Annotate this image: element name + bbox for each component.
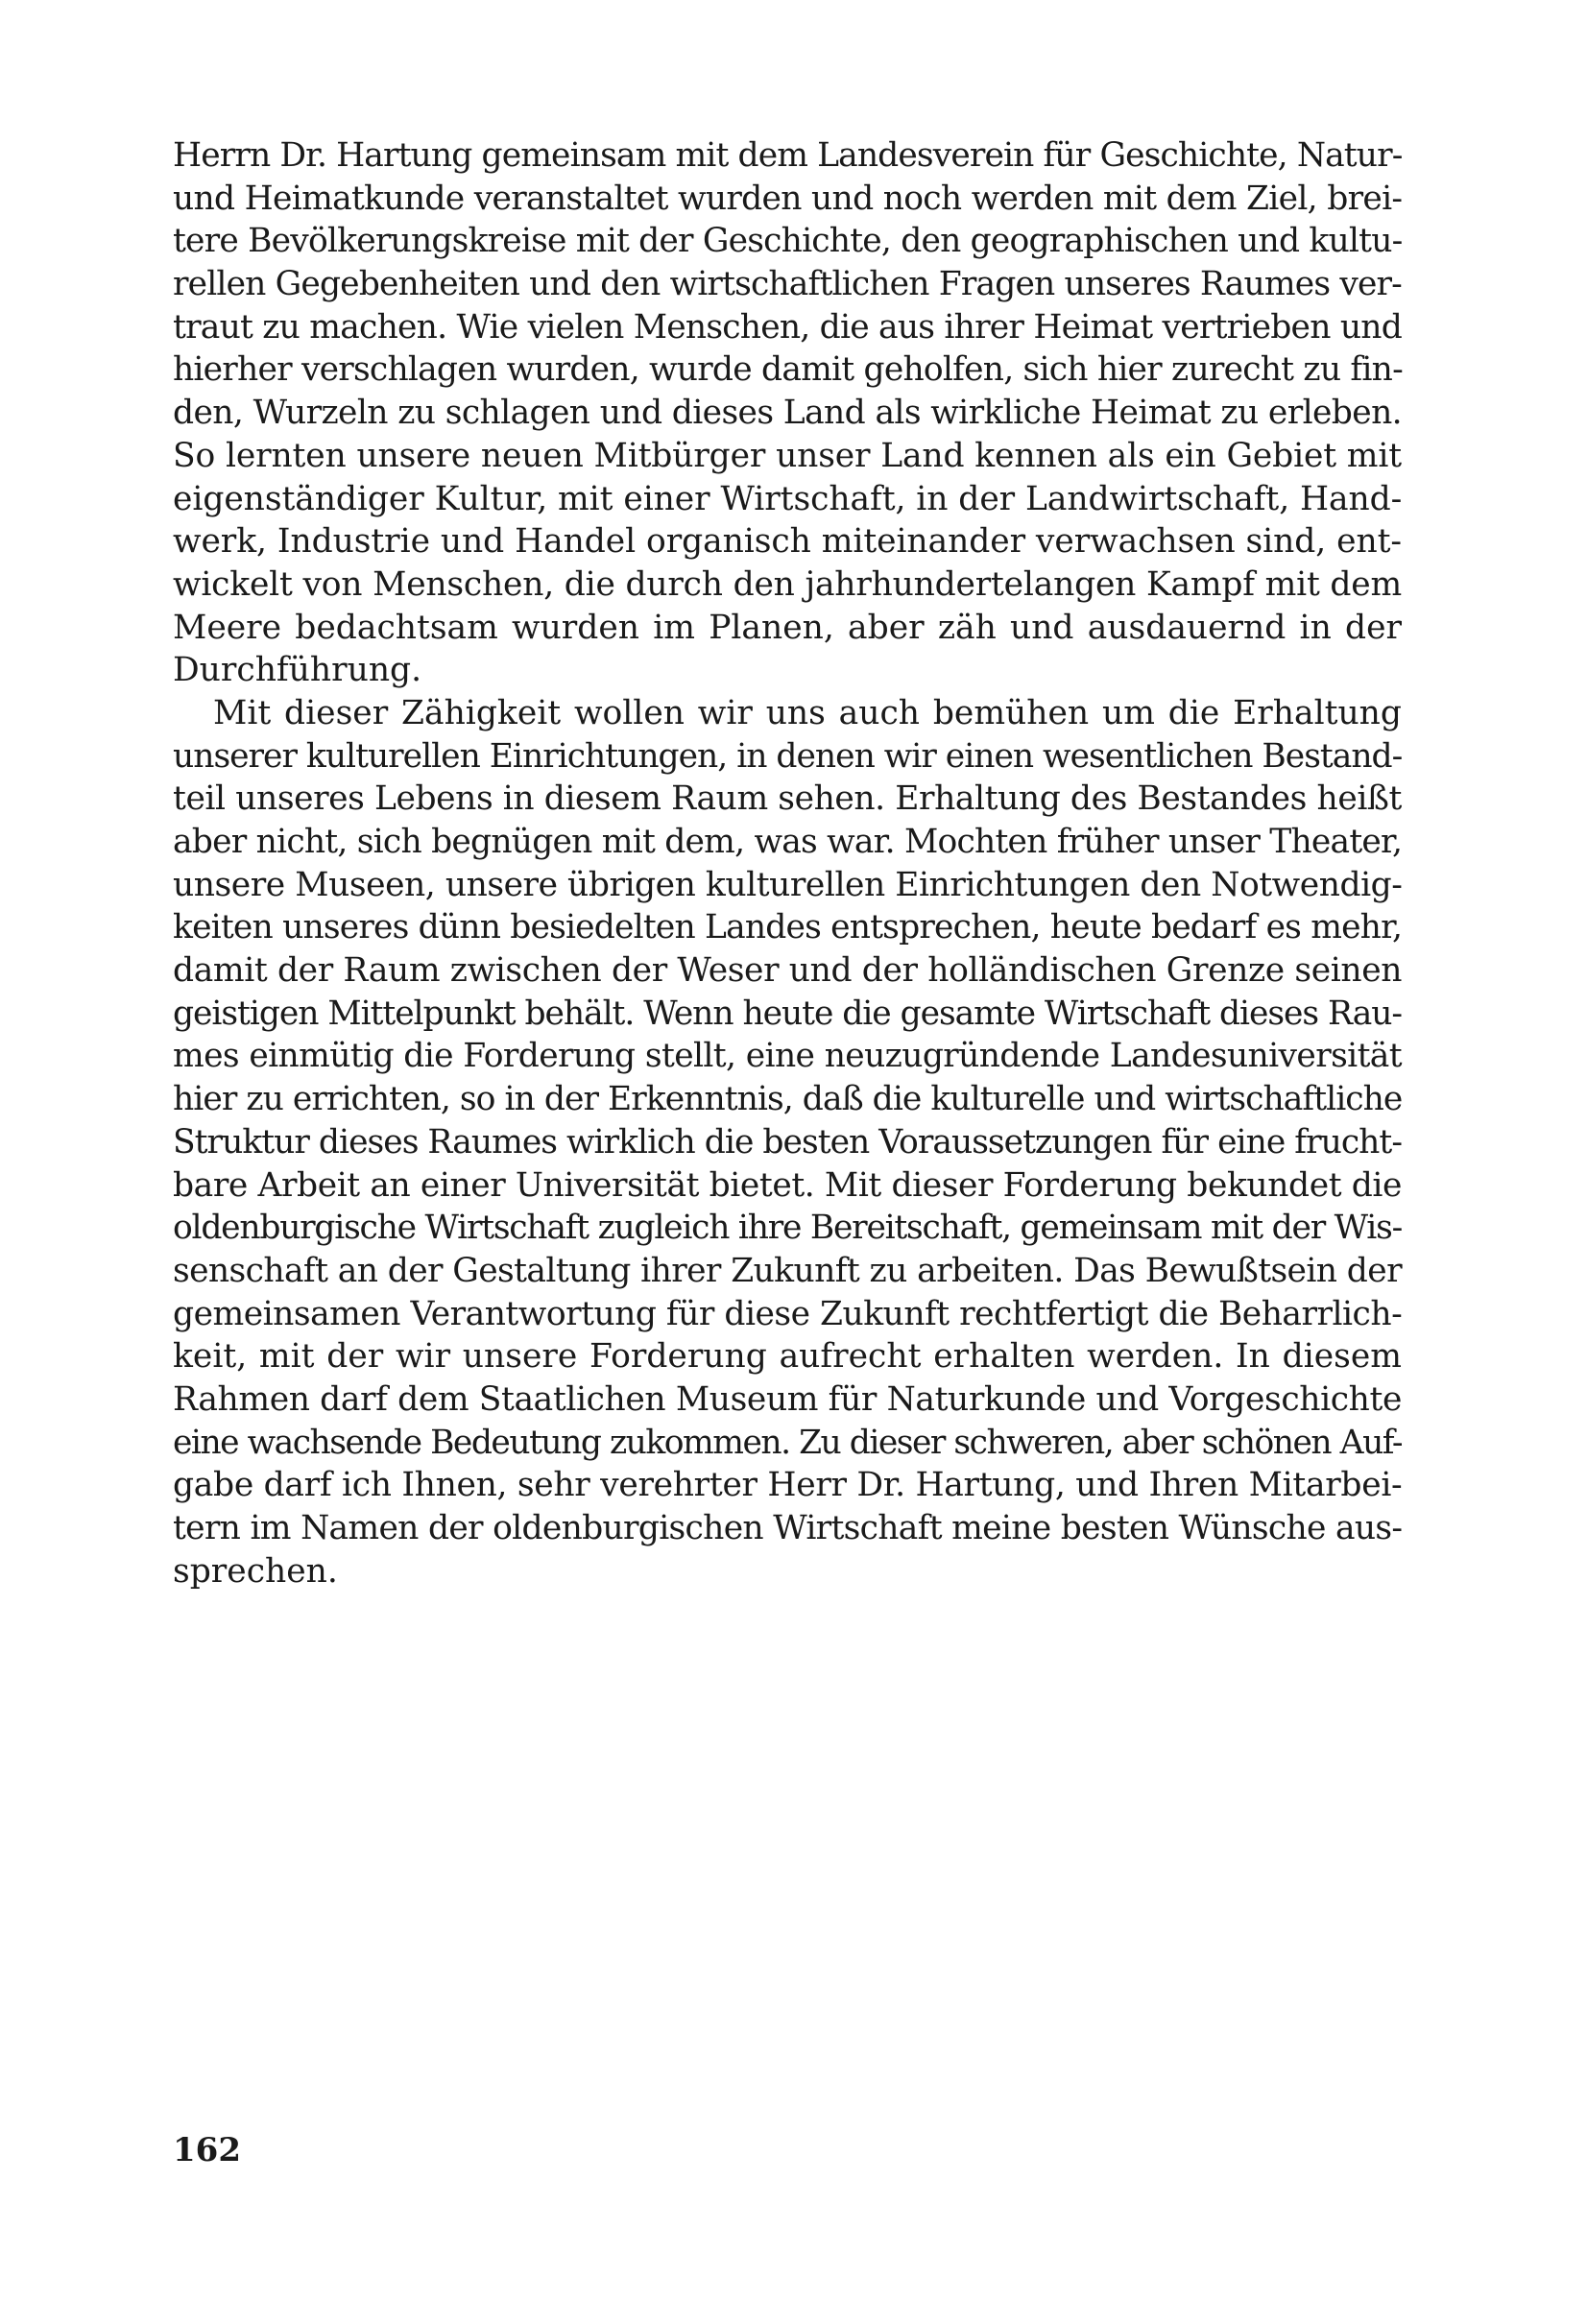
text-line: eigenständiger Kultur, mit einer Wirtschaft, in der Landwirtschaft, Hand- bbox=[173, 479, 1403, 518]
text-line: und Heimatkunde veranstaltet wurden und noch werden mit dem Ziel, brei- bbox=[173, 179, 1403, 218]
text-line: hierher verschlagen wurden, wurde damit geholfen, sich hier zurecht zu fin- bbox=[173, 350, 1403, 390]
paragraph-1 bbox=[173, 134, 1402, 692]
text-line: eine wachsende Bedeutung zukommen. Zu dieser schweren, aber schönen Auf- bbox=[173, 1423, 1402, 1462]
text-line: Meere bedachtsam wurden im Planen, aber zäh und ausdauernd in der bbox=[173, 608, 1402, 647]
text-line: keit, mit der wir unsere Forderung aufrecht erhalten werden. In diesem bbox=[173, 1337, 1402, 1377]
paragraph-2 bbox=[173, 692, 1402, 1593]
text-line: tern im Namen der oldenburgischen Wirtschaft meine besten Wünsche aus- bbox=[173, 1509, 1403, 1547]
text-line: senschaft an der Gestaltung ihrer Zukunft zu arbeiten. Das Bewußtsein der bbox=[173, 1251, 1402, 1290]
text-line: wickelt von Menschen, die durch den jahrhundertelangen Kampf mit dem bbox=[173, 564, 1402, 604]
text-line: den, Wurzeln zu schlagen und dieses Land als wirkliche Heimat zu erleben. bbox=[173, 394, 1403, 433]
text-line: Struktur dieses Raumes wirklich die besten Voraussetzungen für eine frucht- bbox=[173, 1122, 1402, 1162]
text-line: teil unseres Lebens in diesem Raum sehen. Erhaltung des Bestandes heißt bbox=[173, 779, 1402, 819]
text-line: sprechen. bbox=[173, 1551, 338, 1591]
text-line: oldenburgische Wirtschaft zugleich ihre Bereitschaft, gemeinsam mit der Wis- bbox=[173, 1209, 1402, 1248]
text-line: So lernten unsere neuen Mitbürger unser Land kennen als ein Gebiet mit bbox=[173, 436, 1402, 475]
text-line: unsere Museen, unsere übrigen kulturellen Einrichtungen den Notwendig- bbox=[173, 865, 1403, 904]
text-line: traut zu machen. Wie vielen Menschen, die aus ihrer Heimat vertrieben und bbox=[173, 307, 1402, 347]
text-line: bare Arbeit an einer Universität bietet. Mit dieser Forderung bekundet die bbox=[173, 1165, 1402, 1205]
body-text bbox=[173, 134, 1402, 1593]
text-line: Herrn Dr. Hartung gemeinsam mit dem Landesverein für Geschichte, Natur- bbox=[173, 136, 1403, 175]
text-line: Mit dieser Zähigkeit wollen wir uns auch bemühen um die Erhaltung bbox=[213, 693, 1402, 732]
text-line: Rahmen darf dem Staatlichen Museum für Naturkunde und Vorgeschichte bbox=[173, 1379, 1402, 1419]
text-line: werk, Industrie und Handel organisch miteinander verwachsen sind, ent- bbox=[173, 522, 1402, 562]
text-line: unserer kulturellen Einrichtungen, in denen wir einen wesentlichen Bestand- bbox=[173, 736, 1403, 776]
text-line: gabe darf ich Ihnen, sehr verehrter Herr Dr. Hartung, und Ihren Mitarbei- bbox=[173, 1466, 1403, 1505]
text-line: Durchführung. bbox=[173, 651, 422, 690]
text-line: gemeinsamen Verantwortung für diese Zukunft rechtfertigt die Beharrlich- bbox=[173, 1294, 1403, 1333]
text-line: hier zu errichten, so in der Erkenntnis, daß die kulturelle und wirtschaftliche bbox=[173, 1080, 1403, 1119]
page-number: 162 bbox=[173, 2131, 241, 2169]
text-line: rellen Gegebenheiten und den wirtschaftlichen Fragen unseres Raumes ver- bbox=[173, 265, 1402, 304]
text-line: mes einmütig die Forderung stellt, eine neuzugründende Landesuniversität bbox=[173, 1037, 1402, 1076]
text-line: tere Bevölkerungskreise mit der Geschichte, den geographischen und kultu- bbox=[173, 222, 1403, 261]
text-line: keiten unseres dünn besiedelten Landes entsprechen, heute bedarf es mehr, bbox=[173, 908, 1403, 947]
text-line: damit der Raum zwischen der Weser und der holländischen Grenze seinen bbox=[173, 951, 1403, 991]
text-line: geistigen Mittelpunkt behält. Wenn heute die gesamte Wirtschaft dieses Rau- bbox=[173, 994, 1402, 1033]
text-line: aber nicht, sich begnügen mit dem, was war. Mochten früher unser Theater, bbox=[173, 823, 1403, 861]
